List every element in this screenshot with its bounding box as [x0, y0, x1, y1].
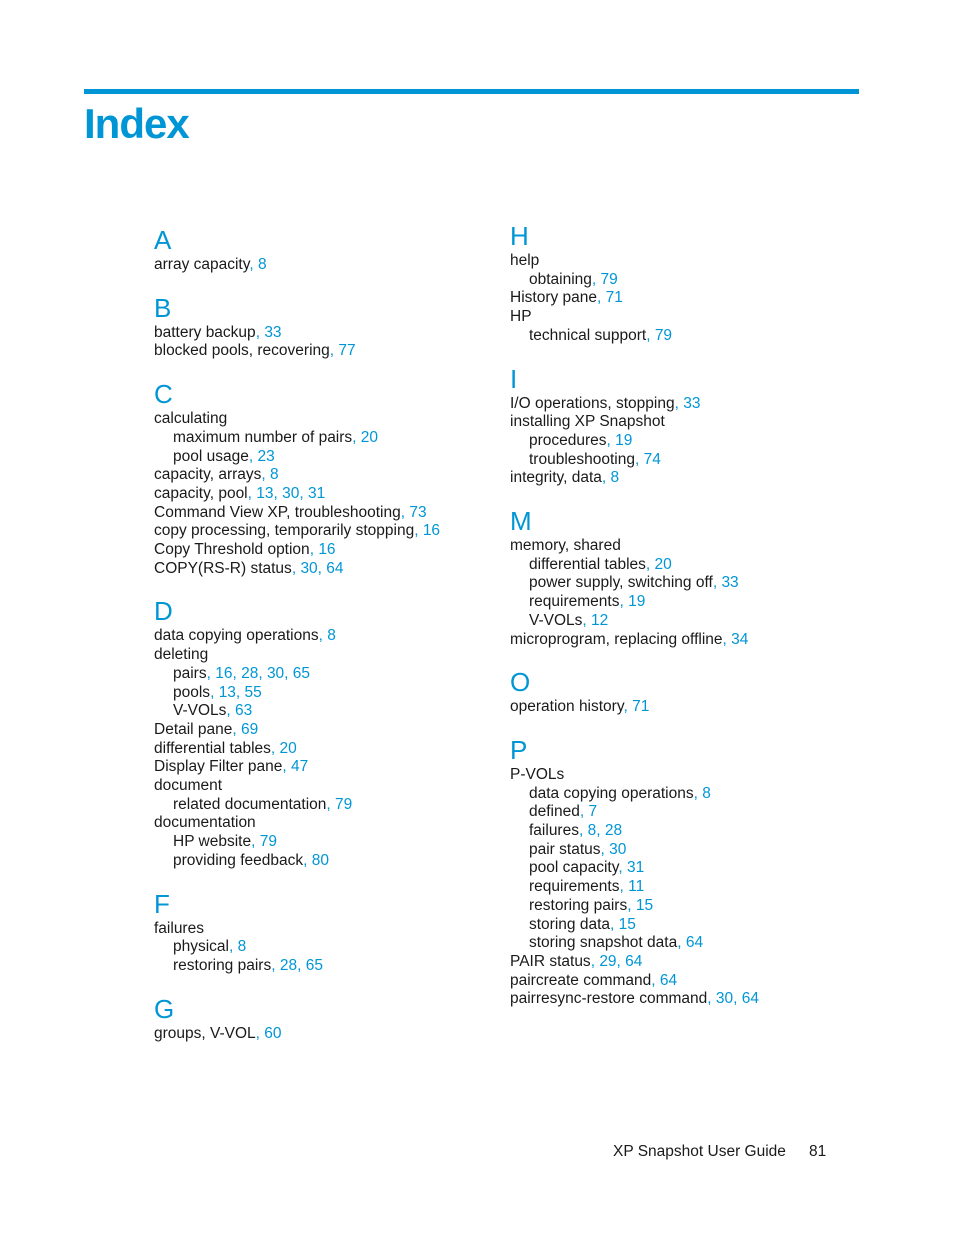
entry-term: requirements: [529, 593, 620, 611]
entry-term: data copying operations: [529, 784, 694, 802]
index-entry: blocked pools, recovering, 77: [154, 342, 356, 360]
page-reference-link[interactable]: 15: [635, 896, 654, 914]
index-subentry: HP website, 79: [173, 833, 277, 851]
entry-term: failures: [154, 919, 204, 937]
index-entry: [154, 814, 484, 833]
entry-term: physical: [173, 938, 229, 956]
index-entry: pairresync-restore command, 30, 64: [510, 990, 759, 1008]
entry-term: Display Filter pane: [154, 758, 283, 776]
index-column-right: [510, 220, 840, 1026]
index-subentry: obtaining, 79: [529, 270, 618, 288]
index-subentry: maximum number of pairs, 20: [173, 428, 379, 446]
entry-term: Detail pane: [154, 720, 233, 738]
index-section-p: [510, 734, 840, 1009]
entry-term: calculating: [154, 410, 228, 428]
index-entry: paircreate command, 64: [510, 971, 678, 989]
page-reference-link[interactable]: 8, 28: [587, 822, 623, 840]
entry-term: capacity, arrays: [154, 466, 262, 484]
entry-term: I/O operations, stopping: [510, 394, 675, 412]
entry-term: pools: [173, 683, 211, 701]
index-entry: differential tables, 20: [154, 739, 297, 757]
index-entry: Display Filter pane, 47: [154, 758, 309, 776]
index-subentry: pool capacity, 31: [529, 859, 645, 877]
section-letter: M: [510, 506, 532, 537]
page-reference-link[interactable]: 12: [591, 611, 609, 629]
page-reference-link[interactable]: 20: [360, 428, 379, 446]
index-section-m: [510, 505, 840, 649]
entry-term: technical support: [529, 326, 647, 344]
page-reference-link[interactable]: 64: [659, 971, 678, 989]
entry-term: blocked pools, recovering: [154, 342, 330, 360]
entry-term: battery backup: [154, 323, 256, 341]
entry-term: P-VOLs: [510, 765, 565, 783]
index-subentry: pair status, 30: [529, 840, 627, 858]
page-reference-link[interactable]: 8: [610, 469, 620, 487]
entry-term: data copying operations: [154, 627, 319, 645]
entry-term: paircreate command: [510, 971, 652, 989]
page-reference-link[interactable]: 19: [615, 431, 633, 449]
page-reference-link[interactable]: 13, 55: [218, 683, 262, 701]
page-reference-link[interactable]: 74: [643, 450, 661, 468]
page-reference-link[interactable]: 77: [338, 342, 356, 360]
page-reference-link[interactable]: 8: [270, 466, 279, 484]
index-entry: [510, 413, 840, 432]
entry-term: pairresync-restore command: [510, 990, 708, 1008]
page-reference-link[interactable]: 69: [241, 720, 259, 738]
page-reference-link[interactable]: 30, 64: [300, 559, 344, 577]
entry-term: Copy Threshold option: [154, 541, 310, 559]
entry-term: COPY(RS-R) status: [154, 559, 292, 577]
entry-term: HP website: [173, 833, 252, 851]
index-subentry: differential tables, 20: [529, 555, 672, 573]
index-section-d: [154, 595, 484, 870]
section-letter: D: [154, 596, 173, 627]
entry-term: array capacity: [154, 256, 250, 273]
index-subentry: storing data, 15: [529, 915, 636, 933]
page-title: Index: [84, 100, 189, 147]
entry-term: capacity, pool: [154, 484, 248, 502]
section-letter: B: [154, 292, 172, 323]
index-section-a: [154, 224, 484, 275]
page-reference-link[interactable]: 64: [685, 934, 704, 952]
index-subentry: procedures, 19: [529, 431, 633, 449]
index-entry: [154, 410, 484, 429]
index-entry: [154, 646, 484, 665]
index-section-c: [154, 378, 484, 578]
index-subentry: V-VOLs, 63: [173, 702, 253, 720]
footer-guide-title: XP Snapshot User Guide: [613, 1143, 786, 1160]
section-letter: O: [510, 667, 531, 698]
page-footer: [613, 1143, 827, 1161]
index-subentry: technical support, 79: [529, 326, 673, 344]
entry-term: V-VOLs: [529, 611, 583, 629]
page-reference-link[interactable]: 15: [618, 915, 636, 933]
page-reference-link[interactable]: 63: [235, 702, 253, 720]
entry-term: document: [154, 777, 223, 795]
entry-term: troubleshooting: [529, 450, 635, 468]
page-reference-link[interactable]: 80: [311, 851, 329, 869]
page-reference-link[interactable]: 8: [257, 256, 267, 273]
page-reference-link[interactable]: 20: [654, 555, 672, 573]
index-entry: microprogram, replacing offline, 34: [510, 630, 749, 648]
page-reference-link[interactable]: 30, 64: [715, 990, 759, 1008]
page-reference-link[interactable]: 8: [702, 784, 711, 802]
entry-term: documentation: [154, 814, 256, 832]
index-subentry: V-VOLs, 12: [529, 611, 609, 629]
page-reference-link[interactable]: 47: [290, 758, 309, 776]
index-subentry: related documentation, 79: [173, 795, 353, 813]
index-entry: array capacity, 8: [154, 256, 267, 273]
index-subentry: restoring pairs, 15: [529, 896, 654, 914]
entry-term: storing data: [529, 915, 610, 933]
footer-page-number: 81: [809, 1143, 827, 1160]
index-subentry: requirements, 11: [529, 878, 645, 896]
entry-term: related documentation: [173, 795, 327, 813]
index-entry: [154, 920, 484, 939]
section-letter: C: [154, 379, 173, 410]
page-reference-link[interactable]: 79: [600, 270, 618, 288]
index-entry: capacity, arrays, 8: [154, 466, 279, 484]
index-section-f: [154, 888, 484, 976]
entry-term: restoring pairs: [529, 896, 628, 914]
index-entry: PAIR status, 29, 64: [510, 952, 643, 970]
entry-term: differential tables: [154, 739, 271, 757]
entry-term: deleting: [154, 646, 209, 664]
index-entry: operation history, 71: [510, 698, 650, 716]
page-reference-link[interactable]: 34: [731, 630, 749, 648]
entry-term: obtaining: [529, 270, 592, 288]
index-entry: COPY(RS-R) status, 30, 64: [154, 559, 344, 577]
page-reference-link[interactable]: 8: [327, 627, 336, 645]
page-reference-link[interactable]: 16, 28, 30, 65: [215, 664, 311, 682]
index-section-b: [154, 292, 484, 361]
index-entry: data copying operations, 8: [154, 627, 336, 645]
page-reference-link[interactable]: 33: [721, 574, 739, 592]
index-entry: [154, 777, 484, 796]
index-section-h: [510, 220, 840, 346]
index-subentry: restoring pairs, 28, 65: [173, 956, 323, 974]
entry-term: V-VOLs: [173, 702, 227, 720]
index-entry: History pane, 71: [510, 289, 623, 307]
page-reference-link[interactable]: 79: [335, 795, 353, 813]
entry-term: power supply, switching off: [529, 574, 713, 592]
index-subentry: data copying operations, 8: [529, 784, 711, 802]
index-entry: Detail pane, 69: [154, 720, 259, 738]
entry-term: pool usage: [173, 447, 249, 465]
page-reference-link[interactable]: 28, 65: [279, 956, 323, 974]
title-rule: [84, 89, 859, 94]
entry-term: History pane: [510, 289, 598, 307]
index-entry: I/O operations, stopping, 33: [510, 394, 701, 412]
section-letter: F: [154, 888, 170, 919]
entry-term: restoring pairs: [173, 956, 272, 974]
section-letter: G: [154, 993, 175, 1024]
entry-term: installing XP Snapshot: [510, 413, 665, 431]
index-entry: [510, 537, 840, 556]
entry-term: PAIR status: [510, 952, 591, 970]
index-column-left: [154, 224, 484, 1060]
page-reference-link[interactable]: 71: [605, 289, 623, 307]
entry-term: requirements: [529, 878, 620, 896]
index-entry: Copy Threshold option, 16: [154, 541, 336, 559]
entry-term: copy processing, temporarily stopping: [154, 522, 415, 540]
entry-term: pairs: [173, 664, 207, 682]
page-reference-link[interactable]: 23: [257, 447, 275, 465]
index-entry: [510, 308, 840, 327]
entry-term: defined: [529, 803, 580, 821]
index-subentry: pool usage, 23: [173, 447, 275, 465]
index-entry: [510, 766, 840, 785]
page-reference-link[interactable]: 11: [628, 878, 645, 896]
index-subentry: power supply, switching off, 33: [529, 574, 739, 592]
section-letter: H: [510, 221, 529, 251]
entry-term: providing feedback: [173, 851, 304, 869]
index-section-o: [510, 666, 840, 717]
index-section-g: [154, 993, 484, 1044]
entry-term: maximum number of pairs: [173, 428, 353, 446]
page-reference-link[interactable]: 31: [626, 859, 645, 877]
section-letter: A: [154, 225, 172, 255]
page-reference-link[interactable]: 8: [237, 938, 247, 956]
page-reference-link[interactable]: 79: [259, 833, 277, 851]
page-reference-link[interactable]: 16: [318, 541, 336, 559]
entry-term: microprogram, replacing offline: [510, 630, 723, 648]
section-letter: P: [510, 734, 528, 765]
entry-term: groups, V-VOL: [154, 1024, 256, 1042]
page-reference-link[interactable]: 16: [422, 522, 441, 540]
index-subentry: troubleshooting, 74: [529, 450, 661, 468]
entry-term: differential tables: [529, 555, 646, 573]
entry-term: HP: [510, 308, 532, 326]
entry-term: failures: [529, 822, 579, 840]
page-reference-link[interactable]: 20: [279, 739, 297, 757]
index-entry: copy processing, temporarily stopping, 16: [154, 522, 441, 540]
entry-term: integrity, data: [510, 469, 602, 487]
entry-term: Command View XP, troubleshooting: [154, 503, 401, 521]
index-subentry: pairs, 16, 28, 30, 65: [173, 664, 311, 682]
index-subentry: failures, 8, 28: [529, 822, 623, 840]
index-subentry: requirements, 19: [529, 593, 646, 611]
index-entry: capacity, pool, 13, 30, 31: [154, 484, 326, 502]
index-entry: integrity, data, 8: [510, 469, 620, 487]
page-reference-link[interactable]: 7: [588, 803, 598, 821]
entry-term: operation history: [510, 698, 624, 716]
index-entry: battery backup, 33: [154, 323, 282, 341]
page-reference-link[interactable]: 13, 30, 31: [256, 484, 326, 502]
index-subentry: defined, 7: [529, 803, 598, 821]
page-reference-link[interactable]: 79: [654, 326, 673, 344]
entry-term: memory, shared: [510, 537, 621, 555]
page-reference-link[interactable]: 73: [409, 503, 427, 521]
entry-term: pair status: [529, 840, 601, 858]
page-reference-link[interactable]: 29, 64: [599, 952, 643, 970]
entry-term: procedures: [529, 431, 607, 449]
index-subentry: physical, 8: [173, 938, 247, 956]
page-reference-link[interactable]: 60: [264, 1024, 282, 1042]
index-entry: [510, 252, 840, 271]
entry-term: pool capacity: [529, 859, 619, 877]
index-entry: groups, V-VOL, 60: [154, 1024, 282, 1042]
page-reference-link[interactable]: 33: [683, 394, 701, 412]
index-section-i: [510, 363, 840, 489]
index-entry: Command View XP, troubleshooting, 73: [154, 503, 427, 521]
index-subentry: pools, 13, 55: [173, 683, 262, 701]
page-reference-link[interactable]: 71: [632, 698, 650, 716]
index-subentry: providing feedback, 80: [173, 851, 329, 869]
index-subentry: storing snapshot data, 64: [529, 934, 704, 952]
entry-term: storing snapshot data: [529, 934, 678, 952]
page-reference-link[interactable]: 33: [264, 323, 282, 341]
section-letter: I: [510, 363, 518, 394]
entry-term: help: [510, 252, 540, 269]
page-reference-link[interactable]: 19: [628, 593, 646, 611]
page-reference-link[interactable]: 30: [609, 840, 627, 858]
